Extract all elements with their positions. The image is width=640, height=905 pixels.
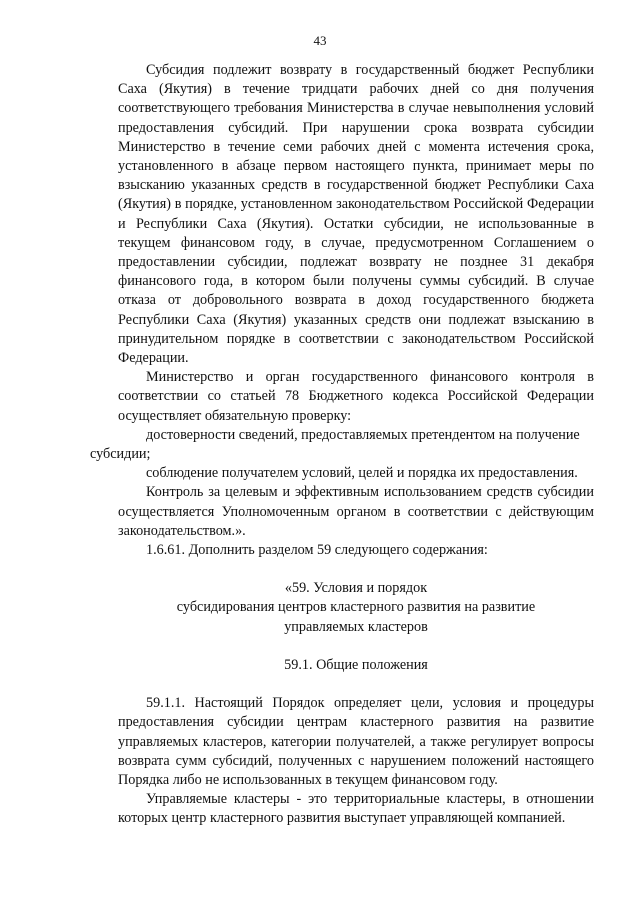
document-body xyxy=(90,61,594,829)
reliability-check-line1: достоверности сведений, предоставляемых претендентом на получение xyxy=(146,426,580,443)
spacer xyxy=(118,637,594,656)
paragraph-compliance-check: соблюдение получателем условий, целей и порядка их предоставления. xyxy=(146,465,578,482)
paragraph-subsidy-return: Субсидия подлежит возврату в государственный бюджет Республики Саха (Якутия) в течение тридцати рабочих дней со дня получения соответствующего требования Министерства в случае невыполнения условий предоставления субсидий. При нарушении срока возврата субсидии Министерство в течение семи рабочих дней с момента истечения срока, установленного в абзаце первом настоящего пункта, принимает меры по взысканию указанных средств в государственной бюджет Республики Саха (Якутия) в порядке, установленном законодательством Российской Федерации и Республики Саха (Якутия). Остатки субсидии, не использованные в текущем финансовом году, в случае, предусмотренном Соглашением о предоставлении субсидии, подлежат возврату не позднее 31 декабря финансового года, в котором были получены суммы субсидий. В случае отказа от добровольного возврата в доход государственного бюджета Республики Саха (Якутия) указанных средств они подлежат взысканию в принудительном порядке в соответствии с законодательством Российской Федерации. xyxy=(118,62,594,367)
section-title-line1: «59. Условия и порядок xyxy=(284,580,428,597)
paragraph-procedure-purpose: 59.1.1. Настоящий Порядок определяет цели, условия и процедуры предоставления субсидии центрам кластерного развития на развитие управляемых кластеров, категории получателей, а также регулирует вопросы возврата сумм субсидий, полученных с нарушением положений настоящего Порядка либо не использованных в текущем финансовом году. xyxy=(118,695,594,788)
paragraph-reliability-check xyxy=(90,426,594,464)
spacer xyxy=(118,560,594,579)
page-number: 43 xyxy=(313,33,327,48)
spacer xyxy=(118,675,594,694)
paragraph-target-control: Контроль за целевым и эффективным использованием средств субсидии осуществляется Уполномоченным органом в соответствии с действующим законодательством.». xyxy=(118,484,594,539)
reliability-check-line2: субсидии; xyxy=(90,446,151,463)
section-title-line2: субсидирования центров кластерного развития на развитие xyxy=(176,599,536,616)
subsection-title: 59.1. Общие положения xyxy=(284,656,428,673)
paragraph-add-section: 1.6.61. Дополнить разделом 59 следующего содержания: xyxy=(146,542,488,559)
paragraph-ministry-control: Министерство и орган государственного финансового контроля в соответствии со статьей 78 Бюджетного кодекса Российской Федерации осуществляет обязательную проверку: xyxy=(118,369,594,424)
paragraph-managed-clusters: Управляемые кластеры - это территориальные кластеры, в отношении которых центр кластерного развития выступает управляющей компанией. xyxy=(118,791,594,827)
section-title-line3: управляемых кластеров xyxy=(284,618,428,635)
